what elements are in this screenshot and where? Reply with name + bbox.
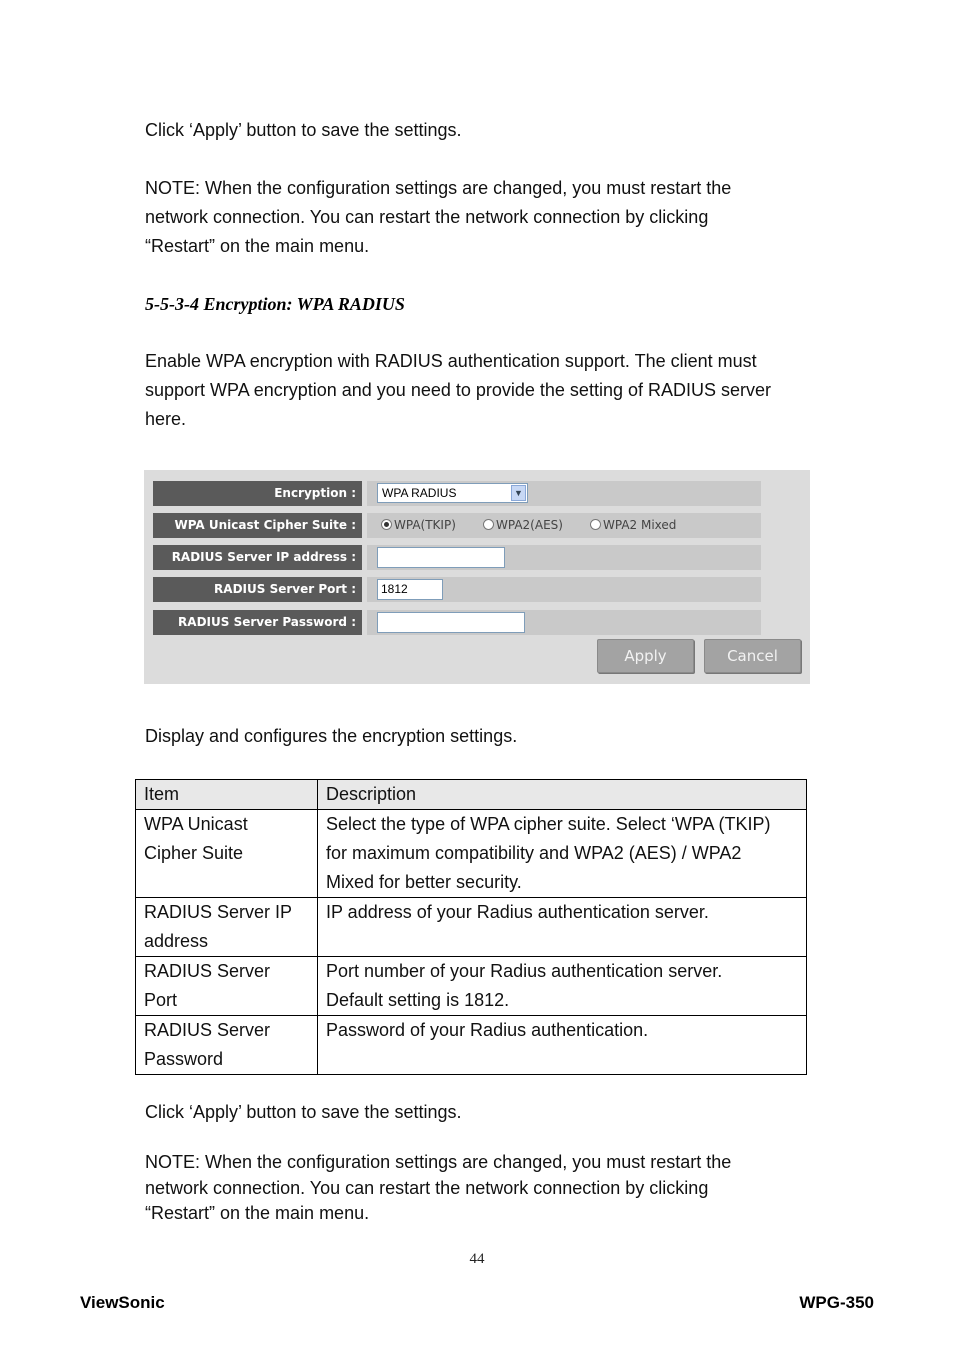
table-cell-description	[318, 957, 807, 1016]
cell-line: RADIUS Server	[144, 1020, 271, 1040]
cell-line: Password	[144, 1049, 224, 1069]
cipher-radio-wpa2-mixed[interactable]	[590, 517, 676, 534]
radius-ip-label: RADIUS Server IP address :	[153, 545, 362, 570]
radius-password-label: RADIUS Server Password :	[153, 610, 362, 635]
table-cell-description	[318, 1016, 807, 1075]
table-cell-item	[136, 898, 318, 957]
restart-note	[145, 174, 805, 261]
table-cell-item	[136, 957, 318, 1016]
cell-line: IP address of your Radius authentication server.	[326, 902, 709, 922]
encryption-select[interactable]	[377, 483, 528, 503]
cipher-option-label: WPA2 Mixed	[603, 518, 677, 532]
table-cell-item	[136, 810, 318, 898]
cell-line: Port number of your Radius authentication server.	[326, 961, 723, 981]
table-cell-item	[136, 1016, 318, 1075]
table-cell-description	[318, 810, 807, 898]
restart-note-line: NOTE: When the configuration settings are changed, you must restart the	[145, 1152, 732, 1172]
table-row	[136, 810, 807, 898]
apply-instruction: Click ‘Apply’ button to save the settings.	[145, 1102, 462, 1122]
cell-line: Mixed for better security.	[326, 872, 522, 892]
cell-line: address	[144, 931, 209, 951]
radio-selected-icon[interactable]	[381, 519, 392, 530]
table-cell-description	[318, 898, 807, 957]
table-header-row	[136, 780, 807, 810]
restart-note-line: network connection. You can restart the network connection by clicking	[145, 207, 709, 227]
cell-line: WPA Unicast	[144, 814, 248, 834]
cell-line: Select the type of WPA cipher suite. Select ‘WPA (TKIP)	[326, 814, 771, 834]
section-body-line: support WPA encryption and you need to provide the setting of RADIUS server	[145, 380, 772, 400]
cell-line: RADIUS Server IP	[144, 902, 293, 922]
encryption-label: Encryption :	[153, 481, 362, 506]
apply-instruction: Click ‘Apply’ button to save the settings.	[145, 120, 462, 140]
cipher-option-label: WPA2(AES)	[496, 518, 563, 532]
cell-line: Cipher Suite	[144, 843, 244, 863]
cell-line: Default setting is 1812.	[326, 990, 510, 1010]
table-header-description: Description	[318, 780, 807, 810]
radio-unselected-icon[interactable]	[590, 519, 601, 530]
section-body-line: Enable WPA encryption with RADIUS authentication support. The client must	[145, 351, 757, 371]
radio-unselected-icon[interactable]	[483, 519, 494, 530]
restart-note-line: “Restart” on the main menu.	[145, 1203, 370, 1223]
page-number: 44	[469, 1251, 485, 1267]
restart-note-line: network connection. You can restart the network connection by clicking	[145, 1177, 709, 1198]
table-row	[136, 1016, 807, 1075]
encryption-select-value: WPA RADIUS	[382, 486, 457, 500]
radius-port-input[interactable]: 1812	[377, 579, 443, 600]
restart-note-line: NOTE: When the configuration settings are changed, you must restart the	[145, 178, 732, 198]
settings-description-table	[135, 779, 807, 1075]
footer-brand: ViewSonic	[80, 1293, 165, 1312]
radius-port-label: RADIUS Server Port :	[153, 577, 362, 602]
footer-model: WPG-350	[799, 1293, 874, 1312]
section-body-line: here.	[145, 409, 187, 429]
apply-button[interactable]: Apply	[597, 639, 694, 673]
cipher-option-label: WPA(TKIP)	[394, 518, 456, 532]
figure-caption: Display and configures the encryption settings.	[145, 726, 518, 746]
radius-ip-input[interactable]	[377, 547, 505, 568]
cipher-radio-wpa2-aes[interactable]	[483, 517, 563, 534]
table-row	[136, 957, 807, 1016]
chevron-down-icon[interactable]: ▼	[511, 485, 526, 501]
table-row	[136, 898, 807, 957]
table-header-item: Item	[136, 780, 318, 810]
radius-password-input[interactable]	[377, 612, 525, 633]
restart-note	[145, 1150, 805, 1227]
wpa-radius-settings-panel	[144, 470, 810, 684]
cancel-button[interactable]: Cancel	[704, 639, 801, 673]
restart-note-line: “Restart” on the main menu.	[145, 236, 370, 256]
cell-line: Password of your Radius authentication.	[326, 1020, 649, 1040]
cipher-radio-wpa-tkip[interactable]	[381, 517, 456, 534]
section-body	[145, 347, 825, 434]
cipher-suite-label: WPA Unicast Cipher Suite :	[153, 513, 362, 538]
section-heading: 5-5-3-4 Encryption: WPA RADIUS	[145, 294, 405, 314]
cell-line: Port	[144, 990, 178, 1010]
cell-line: RADIUS Server	[144, 961, 271, 981]
cell-line: for maximum compatibility and WPA2 (AES) / WPA2	[326, 843, 742, 863]
